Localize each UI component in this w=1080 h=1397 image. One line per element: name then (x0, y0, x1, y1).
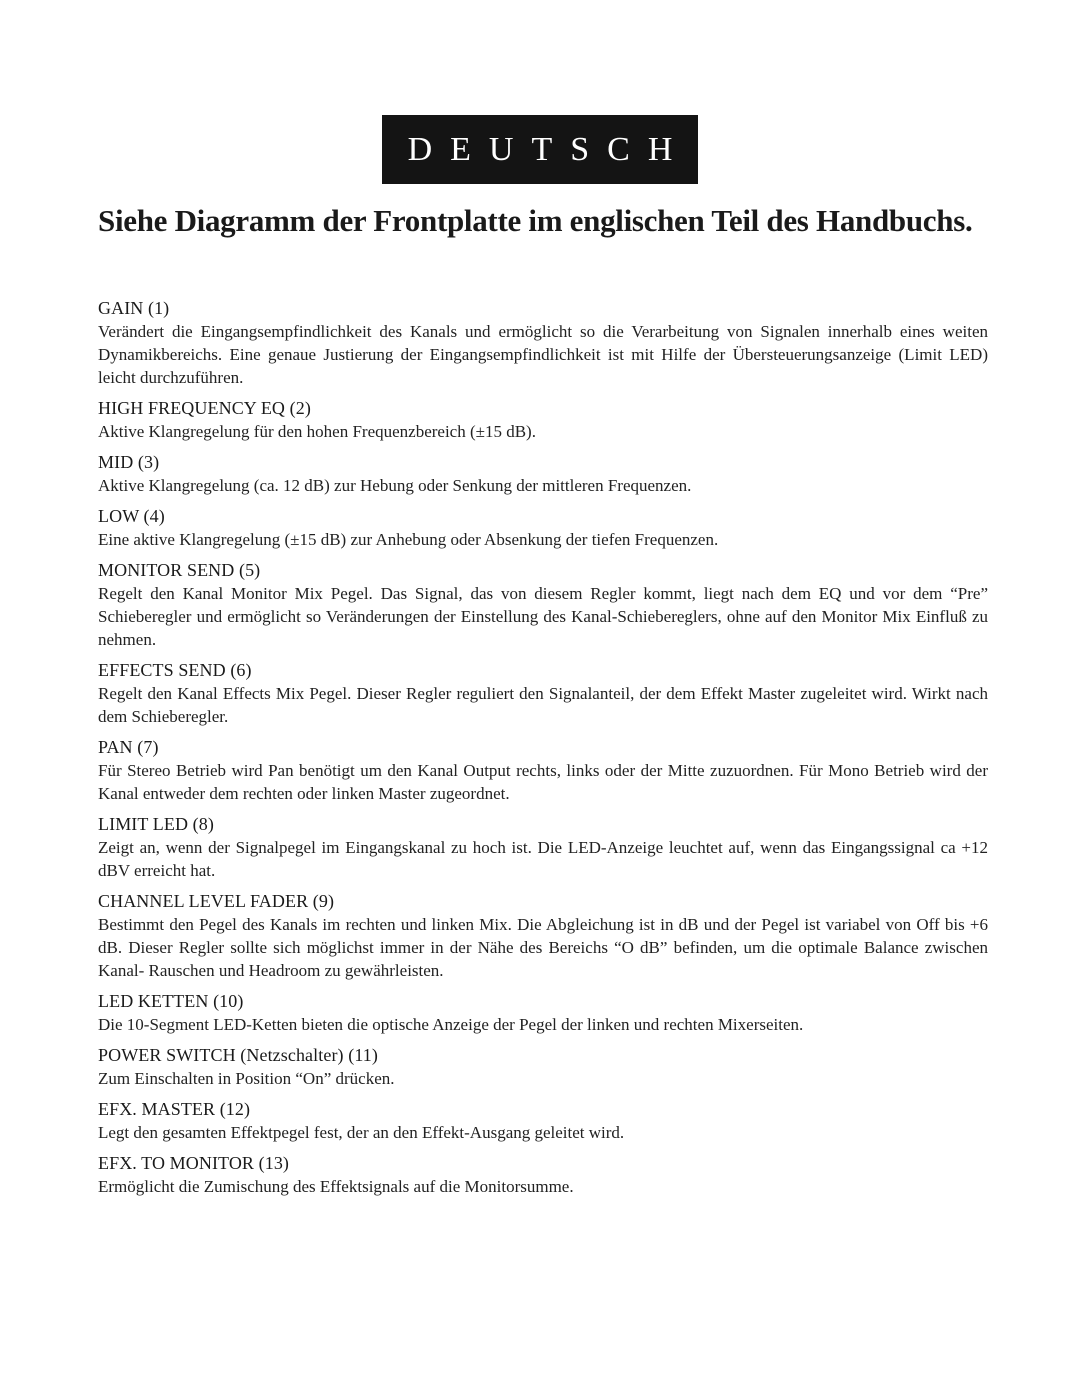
section-body: Verändert die Eingangsempfindlichkeit des Kanals und ermöglicht so die Verarbeitung von Signalen innerhalb eines weiten Dynamikbereichs. Eine genaue Justierung der Eingangsempfindlichkeit ist mit Hilfe der Übersteuerungsanzeige (Limit LED) leicht durchzuführen. (98, 322, 988, 387)
page-title: Siehe Diagramm der Frontplatte im englischen Teil des Handbuchs. (98, 203, 973, 238)
section-high-frequency-eq (98, 397, 988, 443)
section-led-ketten (98, 990, 988, 1036)
section-heading: MID (3) (98, 452, 160, 472)
section-heading: GAIN (1) (98, 298, 170, 318)
section-effects-send (98, 659, 988, 728)
section-body: Ermöglicht die Zumischung des Effektsignals auf die Monitorsumme. (98, 1177, 574, 1196)
section-body: Regelt den Kanal Effects Mix Pegel. Dieser Regler reguliert den Signalanteil, der dem Effekt Master zugeleitet wird. Wirkt nach dem Schieberegler. (98, 684, 988, 726)
section-low (98, 505, 988, 551)
section-body: Bestimmt den Pegel des Kanals im rechten und linken Mix. Die Abgleichung ist in dB und der Pegel ist variabel von Off bis +6 dB. Dieser Regler sollte sich möglichst immer in der Nähe des Bereichs “O dB” befinden, um die optimale Balance zwischen Kanal- Rauschen und Headroom zu gewährleisten. (98, 915, 988, 980)
section-heading: LOW (4) (98, 506, 165, 526)
section-efx-master (98, 1098, 988, 1144)
section-body: Zeigt an, wenn der Signalpegel im Eingangskanal zu hoch ist. Die LED-Anzeige leuchtet auf, wenn das Eingangssignal ca +12 dBV erreicht hat. (98, 838, 988, 880)
section-heading: MONITOR SEND (5) (98, 560, 261, 580)
section-monitor-send (98, 559, 988, 651)
section-body: Für Stereo Betrieb wird Pan benötigt um den Kanal Output rechts, links oder der Mitte zuzuordnen. Für Mono Betrieb wird der Kanal entweder dem rechten oder linken Master zugeordnet. (98, 761, 988, 803)
section-heading: EFX. MASTER (12) (98, 1099, 251, 1119)
section-heading: EFX. TO MONITOR (13) (98, 1153, 290, 1173)
sections-list (98, 297, 988, 1206)
section-body: Aktive Klangregelung (ca. 12 dB) zur Hebung oder Senkung der mittleren Frequenzen. (98, 476, 692, 495)
section-body: Legt den gesamten Effektpegel fest, der an den Effekt-Ausgang geleitet wird. (98, 1123, 625, 1142)
section-body: Regelt den Kanal Monitor Mix Pegel. Das Signal, das von diesem Regler kommt, liegt nach dem EQ und vor dem “Pre” Schieberegler und ermöglicht so Veränderungen der Einstellung des Kanal-Schiebereglers, ohne auf den Monitor Mix Einfluß zu nehmen. (98, 584, 988, 649)
section-heading: POWER SWITCH (Netzschalter) (11) (98, 1045, 378, 1065)
section-body: Die 10-Segment LED-Ketten bieten die optische Anzeige der Pegel der linken und rechten Mixerseiten. (98, 1015, 804, 1034)
section-mid (98, 451, 988, 497)
section-heading: LED KETTEN (10) (98, 991, 244, 1011)
section-body: Zum Einschalten in Position “On” drücken. (98, 1069, 395, 1088)
section-body: Aktive Klangregelung für den hohen Frequenzbereich (±15 dB). (98, 422, 536, 441)
section-heading: HIGH FREQUENCY EQ (2) (98, 398, 311, 418)
section-heading: PAN (7) (98, 737, 159, 757)
section-efx-to-monitor (98, 1152, 988, 1198)
language-label-box (382, 115, 698, 184)
section-body: Eine aktive Klangregelung (±15 dB) zur Anhebung oder Absenkung der tiefen Frequenzen. (98, 530, 719, 549)
section-heading: LIMIT LED (8) (98, 814, 214, 834)
section-channel-level-fader (98, 890, 988, 982)
section-limit-led (98, 813, 988, 882)
section-heading: CHANNEL LEVEL FADER (9) (98, 891, 335, 911)
section-heading: EFFECTS SEND (6) (98, 660, 252, 680)
section-pan (98, 736, 988, 805)
language-label: DEUTSCH (407, 130, 691, 168)
section-gain (98, 297, 988, 389)
section-power-switch (98, 1044, 988, 1090)
